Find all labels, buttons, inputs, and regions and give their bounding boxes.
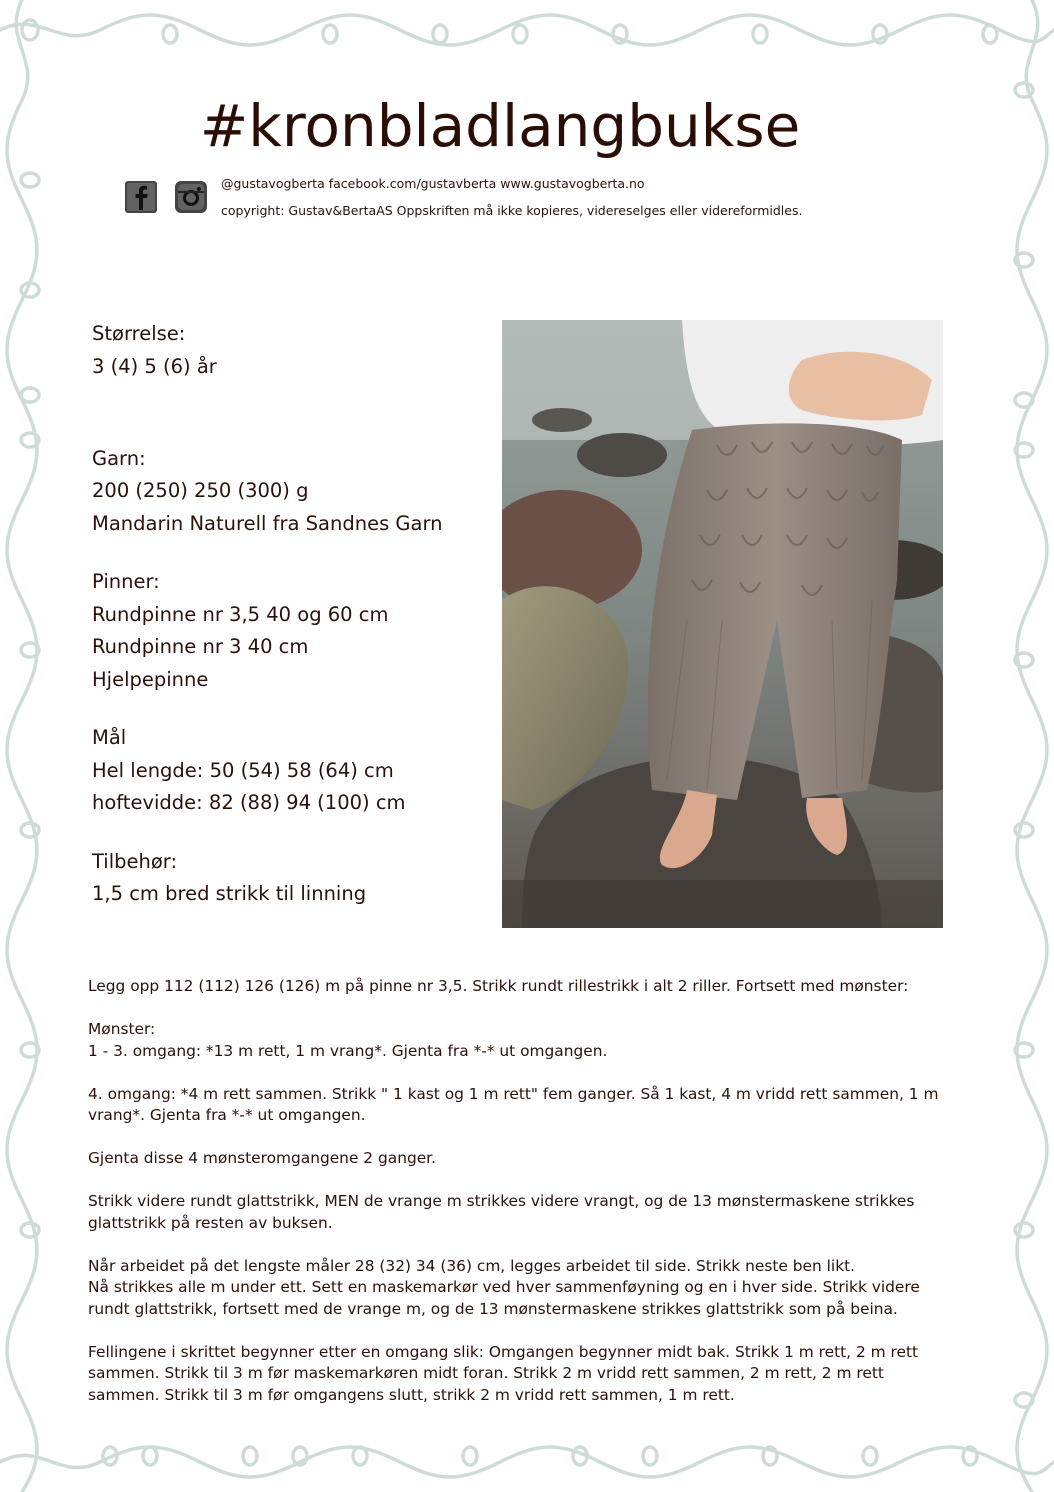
join-note: Nå strikkes alle m under ett. Sett en maskemarkør ved hver sammenføyning og en i hver side. Strikk videre rundt glattstrikk, fortsett med de vrange m, og de 13 mønstermaskene strikkes glattstrikk som på beina.	[88, 1278, 920, 1318]
measurements-label: Mål	[92, 726, 127, 749]
accessories-value: 1,5 cm bred strikk til linning	[92, 882, 367, 905]
pattern-specs	[92, 318, 492, 911]
measurements-hip: hoftevidde: 82 (88) 94 (100) cm	[92, 791, 406, 814]
yarn-amount: 200 (250) 250 (300) g	[92, 479, 309, 502]
social-links-line: @gustavogberta facebook.com/gustavberta www.gustavogberta.no	[221, 176, 645, 191]
facebook-icon[interactable]	[124, 180, 158, 214]
knitting-instructions	[88, 976, 958, 1428]
needles-line-1: Rundpinne nr 3,5 40 og 60 cm	[92, 602, 389, 626]
yarn-label: Garn:	[92, 446, 146, 470]
size-value: 3 (4) 5 (6) år	[92, 354, 217, 378]
copyright-line: copyright: Gustav&BertaAS Oppskriften må ikke kopieres, videreselges eller videreformidles.	[221, 203, 803, 218]
crotch-decrease-note: Fellingene i skrittet begynner etter en omgang slik: Omgangen begynner midt bak. Strikk 1 m rett, 2 m rett sammen. Strikk til 3 m før maskemarkøren midt foran. Strikk 2 m vridd rett sammen, 2 m rett, 2 m rett sammen. Strikk til 3 m før omgangens slutt, strikk 2 m vridd rett sammen, 1 m rett.	[88, 1342, 919, 1404]
instruction-cast-on: Legg opp 112 (112) 126 (126) m på pinne nr 3,5. Strikk rundt rillestrikk i alt 2 riller. Fortsett med mønster:	[88, 977, 909, 995]
page-title: #kronbladlangbukse	[199, 92, 801, 160]
product-photo	[502, 320, 943, 928]
measurements-length: Hel lengde: 50 (54) 58 (64) cm	[92, 758, 394, 782]
instagram-icon[interactable]	[174, 180, 208, 214]
repeat-note: Gjenta disse 4 mønsteromgangene 2 ganger.	[88, 1149, 436, 1167]
needles-label: Pinner:	[92, 570, 160, 593]
pattern-rows-1-3: 1 - 3. omgang: *13 m rett, 1 m vrang*. Gjenta fra *-* ut omgangen.	[88, 1041, 608, 1060]
length-note: Når arbeidet på det lengste måler 28 (32) 34 (36) cm, legges arbeidet til side. Strikk neste ben likt.	[88, 1256, 856, 1275]
size-label: Størrelse:	[92, 322, 186, 345]
accessories-label: Tilbehør:	[92, 849, 178, 873]
needles-line-2: Rundpinne nr 3 40 cm	[92, 635, 309, 658]
pattern-label: Mønster:	[88, 1020, 156, 1038]
needles-line-3: Hjelpepinne	[92, 667, 209, 691]
pattern-row-4: 4. omgang: *4 m rett sammen. Strikk " 1 kast og 1 m rett" fem ganger. Så 1 kast, 4 m vridd rett sammen, 1 m vrang*. Gjenta fra *-* ut omgangen.	[88, 1084, 939, 1124]
yarn-type: Mandarin Naturell fra Sandnes Garn	[92, 511, 443, 535]
stockinette-note: Strikk videre rundt glattstrikk, MEN de vrange m strikkes videre vrangt, og de 13 mønstermaskene strikkes glattstrikk på resten av buksen.	[88, 1192, 915, 1232]
